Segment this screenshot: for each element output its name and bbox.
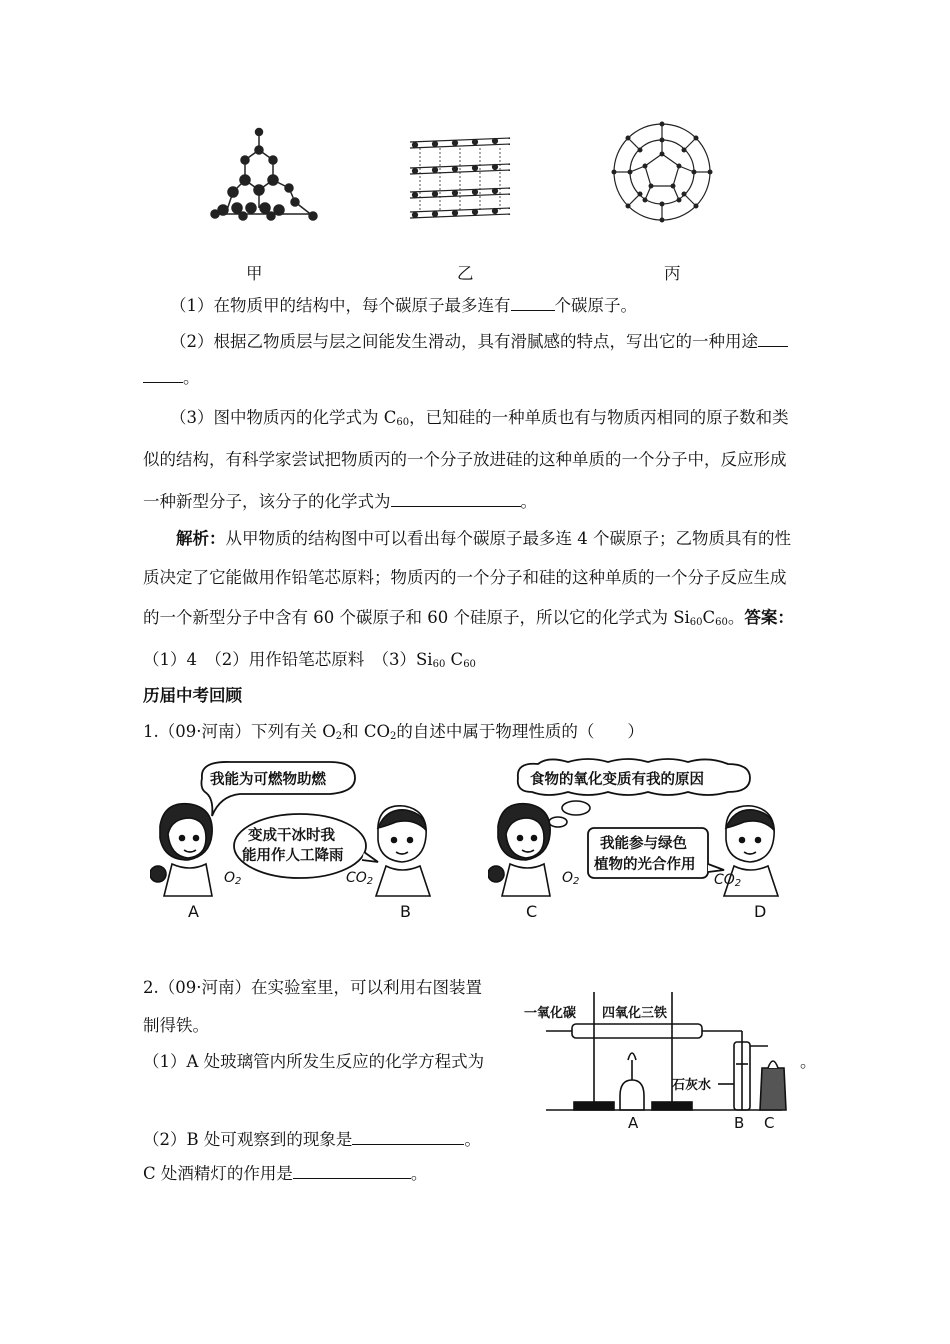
answer-blank-q2-2[interactable] xyxy=(352,1128,464,1145)
analysis-line2: 质决定了它能做用作铅笔芯原料；物质丙的一个分子和硅的这种单质的一个分子反应生成 xyxy=(143,568,787,587)
question-part-3-line2: 似的结构，有科学家尝试把物质丙的一个分子放进硅的这种单质的一个分子中，反应形成 xyxy=(143,450,787,469)
question-2-part3: C 处酒精灯的作用是 。 xyxy=(143,1164,428,1183)
apparatus-limewater-label: 石灰水 xyxy=(672,1078,712,1093)
question-2-part2: （2）B 处可观察到的现象是 。 xyxy=(143,1130,481,1149)
formula-o2-c: $O_2$ xyxy=(562,870,580,887)
section-title: 历届中考回顾 xyxy=(143,686,242,705)
girl-figure-a xyxy=(150,804,212,896)
apparatus-fe3o4-label: 四氧化三铁 xyxy=(602,1006,668,1021)
apparatus-label-c: C xyxy=(764,1114,775,1132)
carbon-structures-figure xyxy=(195,120,755,235)
question-part-2: （2）根据乙物质层与层之间能发生滑动，具有滑腻感的特点，写出它的一种用途 xyxy=(170,330,788,354)
formula-co2-d: $CO_2$ xyxy=(714,872,742,889)
answer-blank-q2-3[interactable] xyxy=(293,1162,411,1179)
answer-blank-2a[interactable] xyxy=(758,330,788,347)
bubble-b-text-line2: 能用作人工降雨 xyxy=(242,848,344,864)
answer-blank-3[interactable] xyxy=(391,490,521,507)
label-yi: 乙 xyxy=(457,264,474,283)
girl-figure-c xyxy=(488,804,550,896)
answer-blank-1[interactable] xyxy=(511,294,555,311)
analysis-line3: 的一个新型分子中含有 60 个碳原子和 60 个硅原子，所以它的化学式为 $Si_{60}C_{60}$。答案： xyxy=(143,608,794,628)
question-2-line1: 2.（09·河南）在实验室里，可以利用右图装置 xyxy=(143,978,482,997)
question-part-2-cont: 。 xyxy=(143,366,200,390)
bubble-b-text-line1: 变成干冰时我 xyxy=(248,828,335,844)
bubble-c-text: 食物的氧化变质有我的原因 xyxy=(530,772,704,788)
apparatus-co-label: 一氧化碳 xyxy=(524,1006,577,1021)
structure-bing-diagram xyxy=(612,122,713,223)
apparatus-label-a: A xyxy=(628,1114,639,1132)
option-label-a[interactable]: A xyxy=(188,902,199,921)
answer-blank-2b[interactable] xyxy=(143,366,183,383)
bubble-d-text-line2: 植物的光合作用 xyxy=(594,857,696,873)
label-bing: 丙 xyxy=(664,264,681,283)
question-2-line2: 制得铁。 xyxy=(143,1016,209,1035)
boy-figure-b xyxy=(376,806,430,896)
question-part-3-line1: （3）图中物质丙的化学式为 $C_{60}$，已知硅的一种单质也有与物质丙相同的原子数和类 xyxy=(170,408,789,428)
option-label-d[interactable]: D xyxy=(754,902,767,921)
question-1-stem: 1.（09·河南）下列有关 $O_2$和 $CO_2$的自述中属于物理性质的（ ） xyxy=(143,722,644,742)
bubble-a-text: 我能为可燃物助燃 xyxy=(210,772,326,788)
structure-yi-diagram xyxy=(410,138,510,218)
question-part-3-line3: 一种新型分子，该分子的化学式为 。 xyxy=(143,492,537,511)
cartoon-panel-ab xyxy=(150,756,450,926)
option-label-b[interactable]: B xyxy=(400,902,411,921)
formula-o2-a: $O_2$ xyxy=(224,870,242,887)
formula-co2-b: $CO_2$ xyxy=(346,870,374,887)
lab-apparatus-figure xyxy=(522,984,794,1134)
bubble-d-text-line1: 我能参与绿色 xyxy=(600,836,687,852)
label-jia: 甲 xyxy=(246,264,263,283)
apparatus-label-b: B xyxy=(734,1114,745,1132)
analysis-line1: 解析：从甲物质的结构图中可以看出每个碳原子最多连 4 个碳原子；乙物质具有的性 xyxy=(176,529,791,548)
question-2-part1-end: 。 xyxy=(800,1052,817,1071)
question-2-part1: （1）A 处玻璃管内所发生反应的化学方程式为 xyxy=(143,1052,485,1071)
answers-line: （1）4 （2）用作铅笔芯原料 $(3)Si_{60}$ $C_{60}$ xyxy=(143,650,476,670)
structure-jia-diagram xyxy=(211,129,317,221)
cartoon-panel-cd xyxy=(488,756,788,926)
option-label-c[interactable]: C xyxy=(526,902,538,921)
question-part-1: （1）在物质甲的结构中，每个碳原子最多连有 个碳原子。 xyxy=(170,296,637,315)
